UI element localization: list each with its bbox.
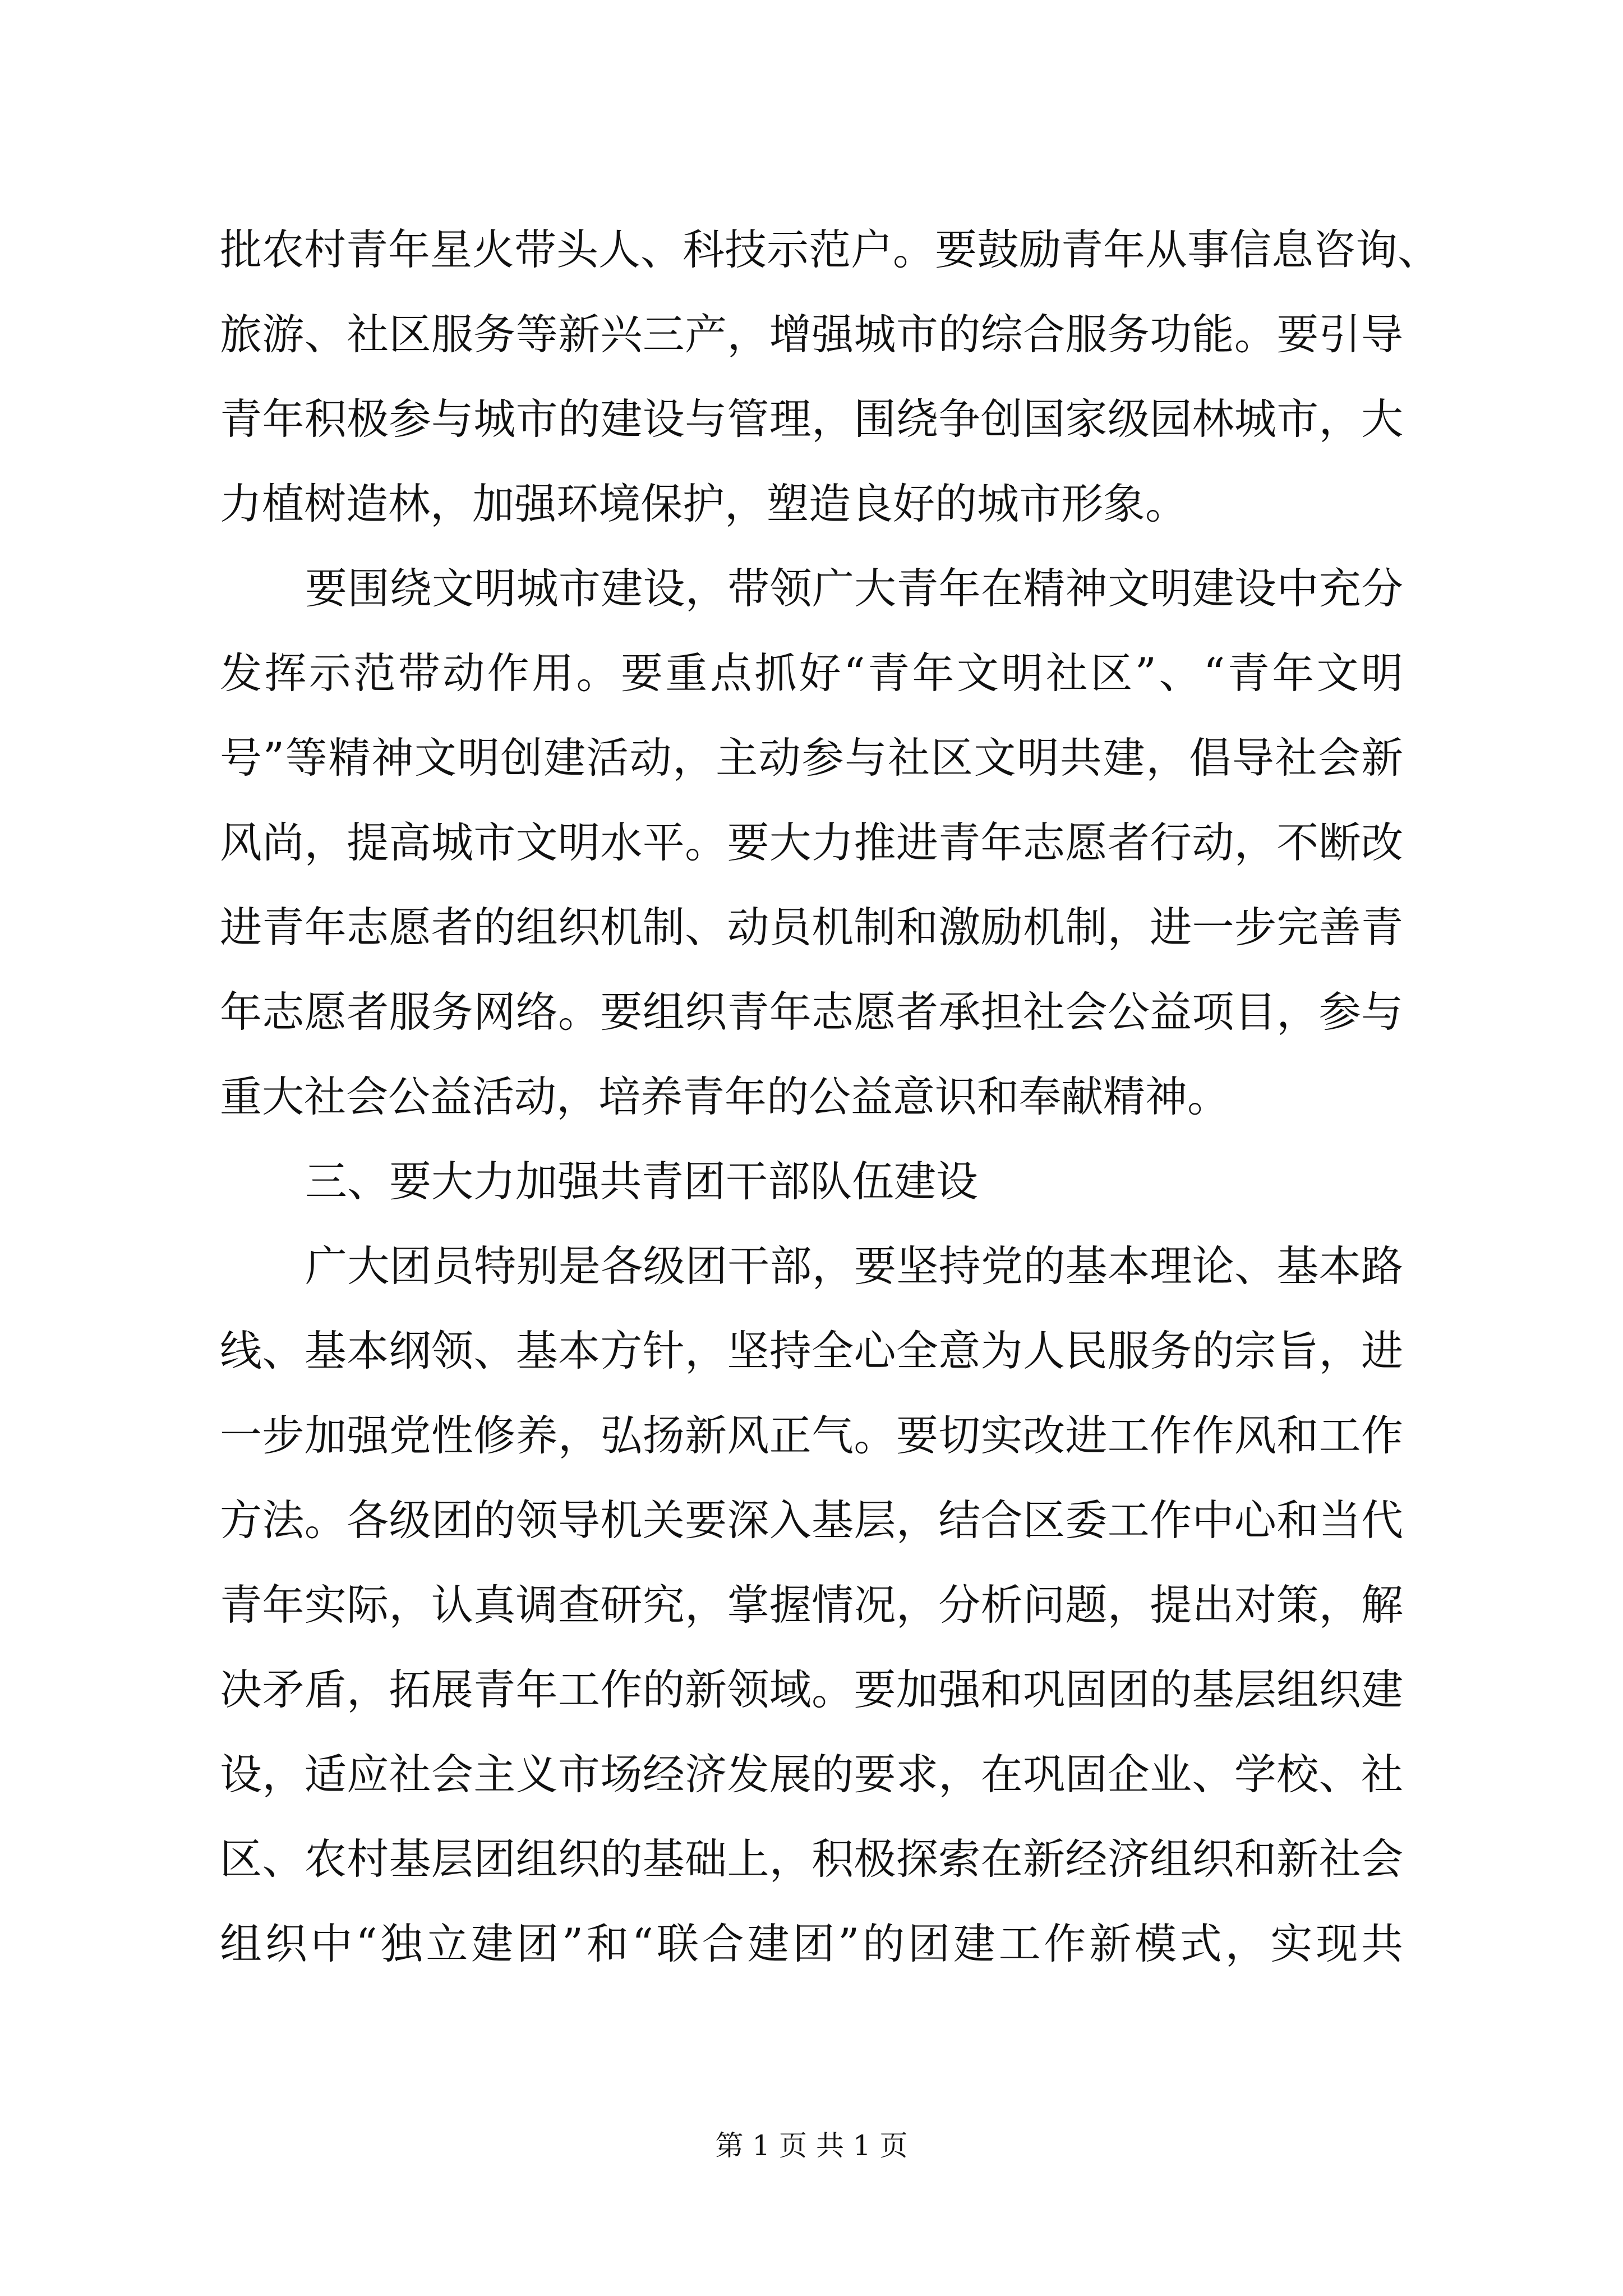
text-line-2: 旅游、社区服务等新兴三产，增强城市的综合服务功能。要引导 [220,310,1403,359]
text-line-6: 发挥示范带动作用。要重点抓好“青年文明社区”、“青年文明 [220,648,1403,698]
text-line-16: 方法。各级团的领导机关要深入基层，结合区委工作中心和当代 [220,1496,1403,1545]
text-line-19: 设，适应社会主义市场经济发展的要求，在巩固企业、学校、社 [220,1750,1403,1799]
text-line-17: 青年实际，认真调查研究，掌握情况，分析问题，提出对策，解 [220,1580,1403,1630]
text-line-1: 批农村青年星火带头人、科技示范户。要鼓励青年从事信息咨询、 [220,225,1440,274]
text-line-21: 组织中“独立建团”和“联合建团”的团建工作新模式，实现共 [220,1919,1403,1968]
text-line-4: 力植树造林，加强环境保护，塑造良好的城市形象。 [220,479,1188,528]
text-line-13: 广大团员特别是各级团干部，要坚持党的基本理论、基本路 [305,1241,1403,1291]
text-line-9: 进青年志愿者的组织机制、动员机制和激励机制，进一步完善青 [220,903,1403,952]
text-line-20: 区、农村基层团组织的基础上，积极探索在新经济组织和新社会 [220,1834,1403,1884]
text-line-11: 重大社会公益活动，培养青年的公益意识和奉献精神。 [220,1072,1230,1121]
text-line-15: 一步加强党性修养，弘扬新风正气。要切实改进工作作风和工作 [220,1411,1403,1460]
text-line-8: 风尚，提高城市文明水平。要大力推进青年志愿者行动，不断改 [220,818,1403,867]
text-line-14: 线、基本纲领、基本方针，坚持全心全意为人民服务的宗旨，进 [220,1326,1403,1375]
text-line-10: 年志愿者服务网络。要组织青年志愿者承担社会公益项目，参与 [220,987,1403,1037]
text-line-7: 号”等精神文明创建活动，主动参与社区文明共建，倡导社会新 [220,733,1403,783]
text-line-18: 决矛盾，拓展青年工作的新领域。要加强和巩固团的基层组织建 [220,1665,1403,1714]
section-heading: 三、要大力加强共青团干部队伍建设 [305,1157,979,1206]
text-line-5: 要围绕文明城市建设，带领广大青年在精神文明建设中充分 [305,564,1403,613]
text-line-3: 青年积极参与城市的建设与管理，围绕争创国家级园林城市，大 [220,394,1403,444]
document-body [220,208,1440,1986]
page-footer: 第 1 页 共 1 页 [715,2129,908,2162]
